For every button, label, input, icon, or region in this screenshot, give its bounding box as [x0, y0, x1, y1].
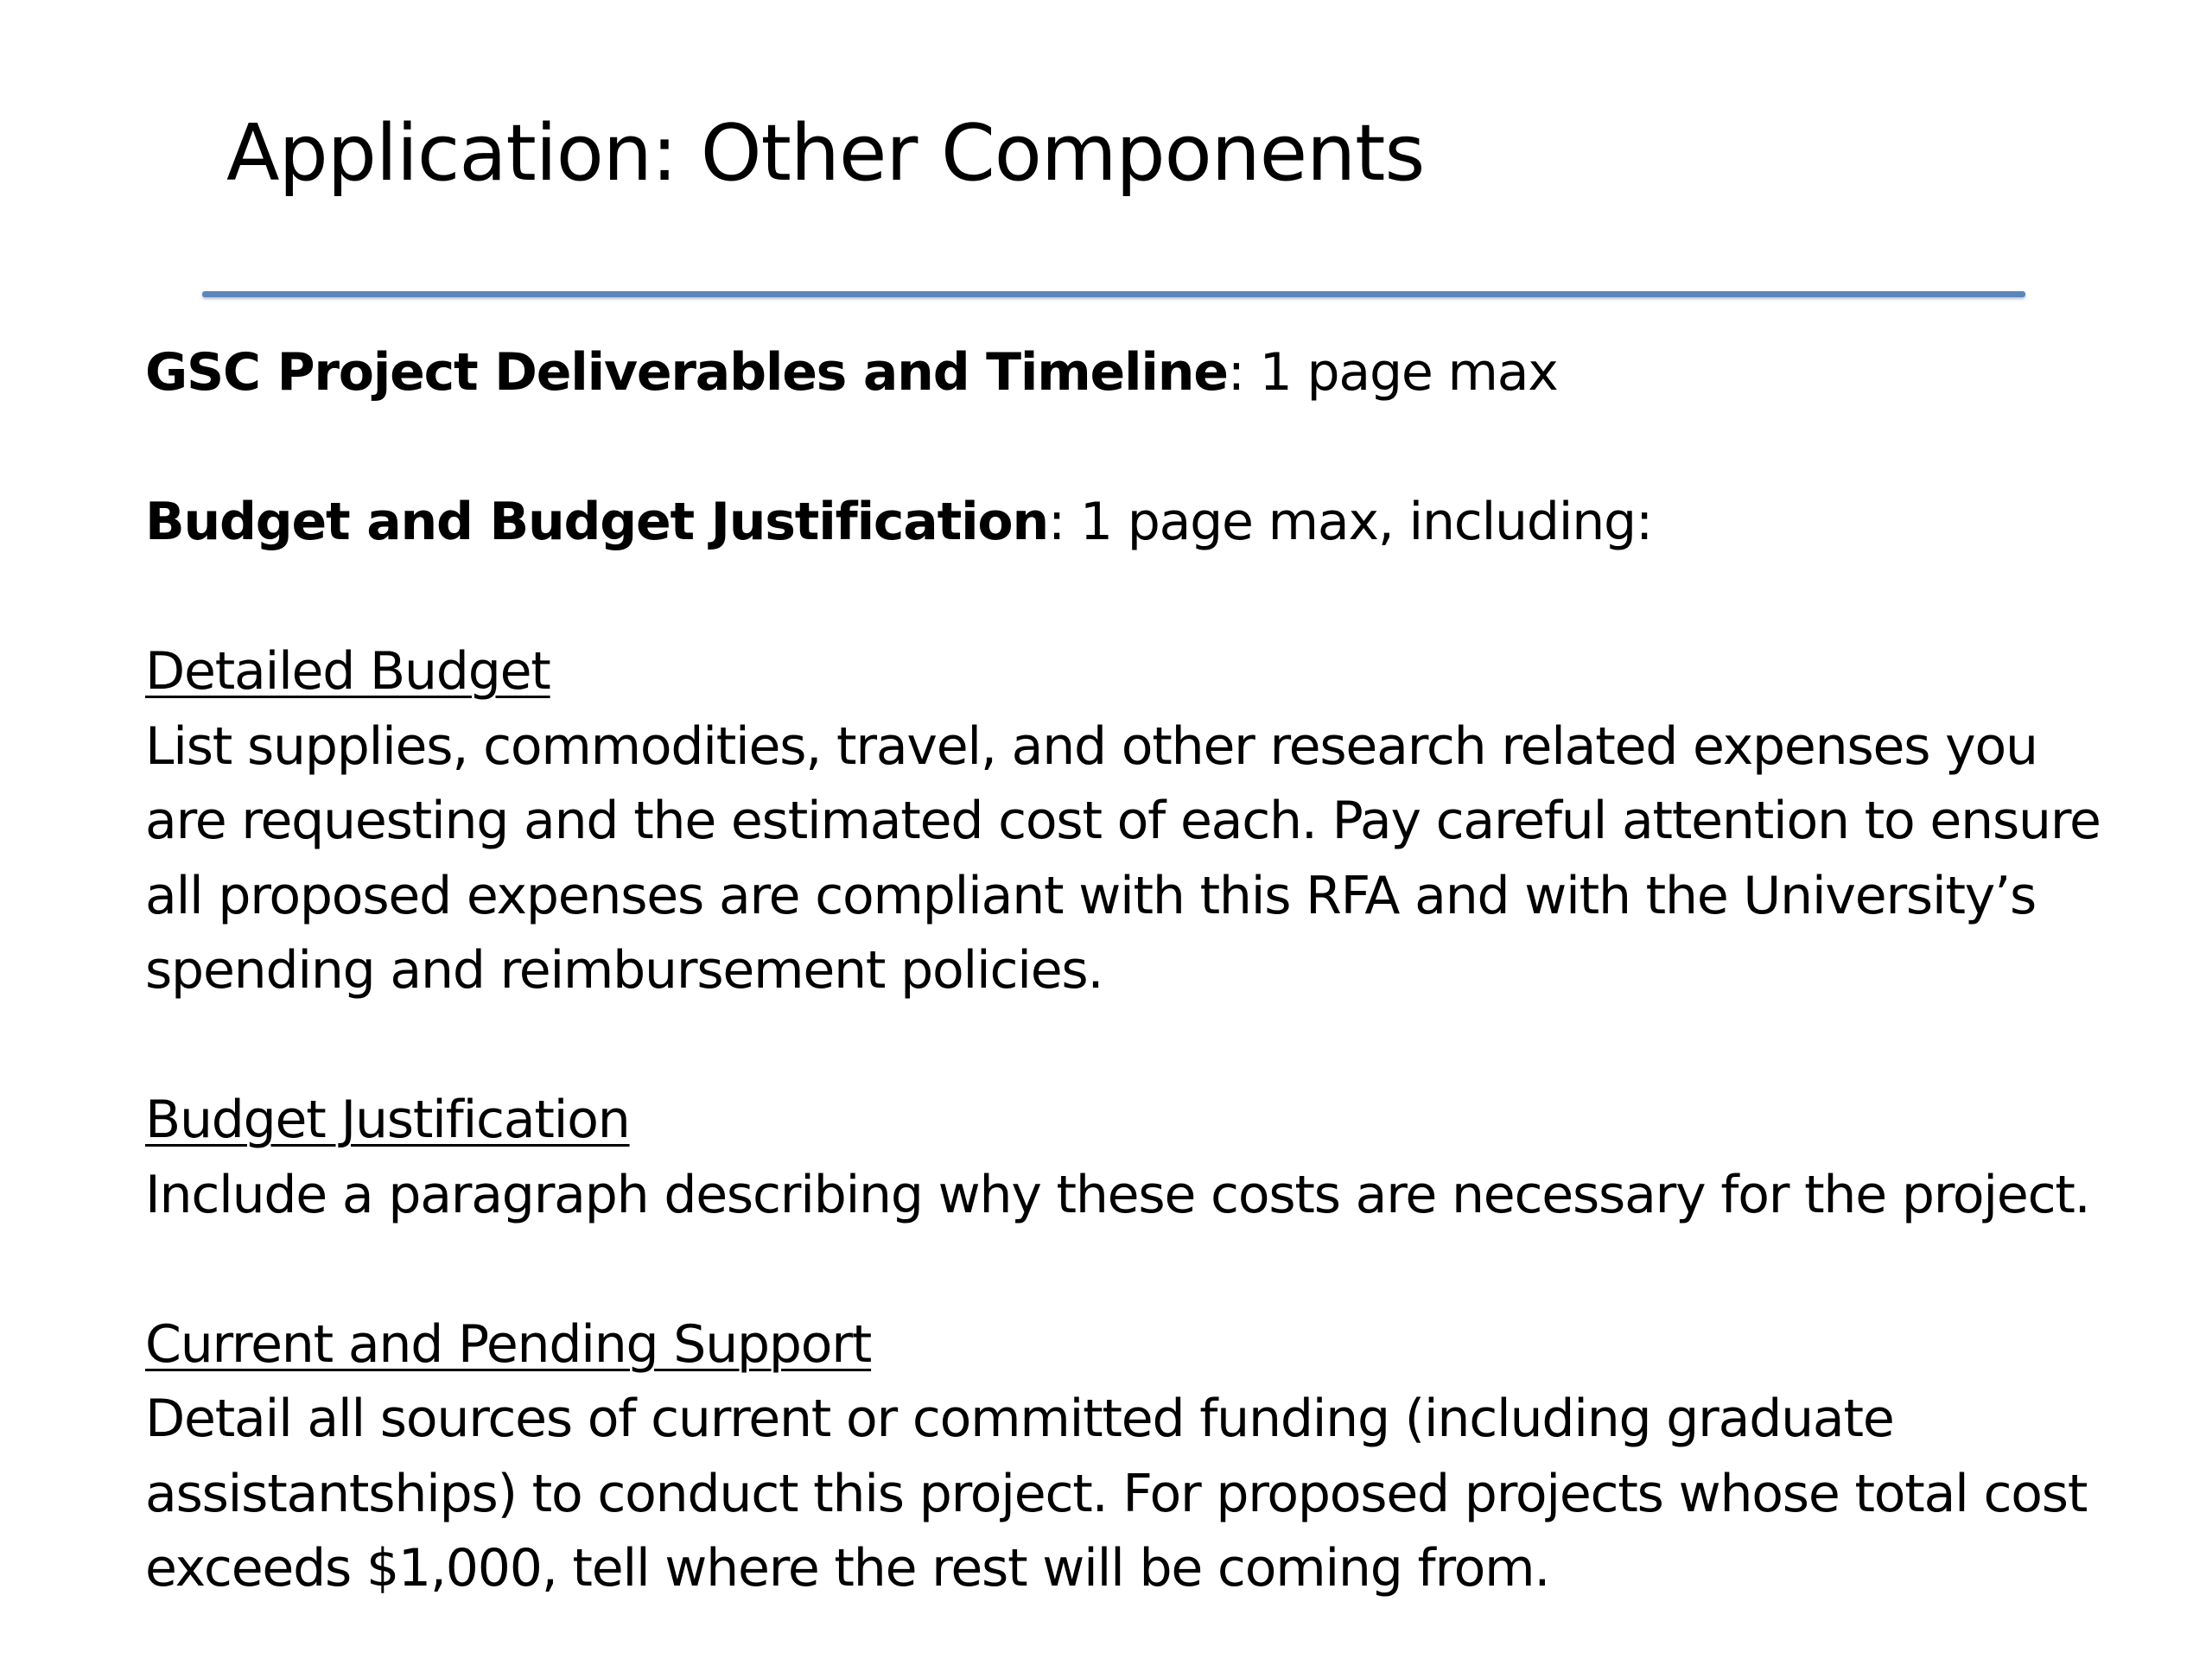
detailed-budget-text-line: List supplies, commodities, travel, and other research related expenses you: [145, 715, 2037, 777]
budget-justification-heading-line: [145, 1083, 2158, 1158]
deliverables-detail: : 1 page max: [1227, 342, 1558, 403]
detailed-budget-text-line: spending and reimbursement policies.: [145, 940, 1103, 1001]
current-pending-support-heading-line: [145, 1307, 2158, 1382]
deliverables-heading: GSC Project Deliverables and Timeline: [145, 342, 1228, 403]
title-divider: [202, 291, 2025, 297]
detailed-budget-text-line: are requesting and the estimated cost of each. Pay careful attention to ensure: [145, 791, 2101, 851]
detailed-budget-heading-line: [145, 634, 2158, 709]
current-pending-support-text-line: assistantships) to conduct this project. For proposed projects whose total cost: [145, 1463, 2088, 1524]
current-pending-support-text-line: exceeds $1,000, tell where the rest will be coming from.: [145, 1538, 1550, 1599]
current-pending-support-text-line: Detail all sources of current or committed funding (including graduate: [145, 1389, 1894, 1449]
spacer: [145, 1232, 2158, 1307]
budget-line: [145, 485, 2158, 560]
spacer: [145, 1008, 2158, 1084]
spacer: [145, 560, 2158, 635]
detailed-budget-heading: Detailed Budget: [145, 641, 550, 702]
budget-justification-heading: Budget Justification: [145, 1090, 630, 1150]
budget-heading: Budget and Budget Justification: [145, 492, 1048, 552]
budget-justification-text-line: Include a paragraph describing why these costs are necessary for the project.: [145, 1164, 2090, 1225]
budget-detail: : 1 page max, including:: [1047, 492, 1652, 552]
current-pending-support-heading: Current and Pending Support: [145, 1313, 872, 1375]
spacer: [145, 410, 2158, 486]
deliverables-line: [145, 335, 2158, 410]
slide-body: [145, 335, 2158, 1606]
detailed-budget-text-line: all proposed expenses are compliant with this RFA and with the University’s: [145, 865, 2037, 926]
slide-title: Application: Other Components: [226, 108, 1425, 199]
